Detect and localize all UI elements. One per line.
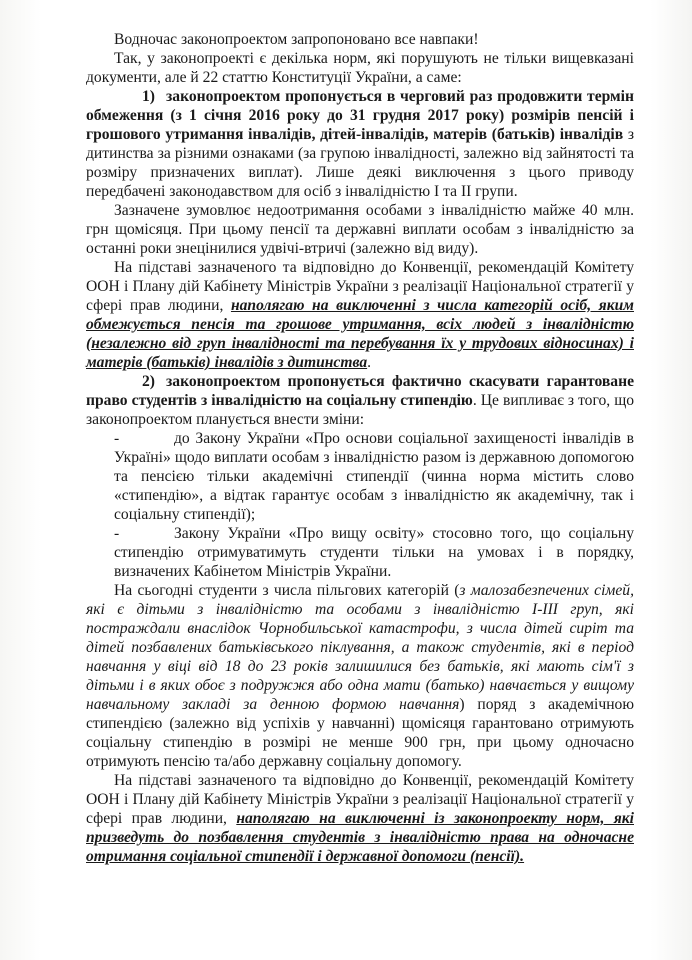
demand-2-emphasis: наполягаю на виключенні із законопроекту норм, які призведуть до позбавлення студентів з інвалідністю права на одночасне отримання соціальної стипендії і державної допомоги (пенсії). bbox=[86, 810, 634, 865]
point-1-bold-text: законопроектом пропонується в черговий раз продовжити термін обмеження (з 1 січня 2016 року до 31 грудня 2017 року) розмірів пенсій і грошового утримання інвалідів, дітей-інвалідів, матерів (батьків) інвалідів bbox=[86, 88, 634, 143]
point-1-text: з дитинства за різними ознаками (за групою інвалідності, залежно від зайнятості та розміру призначених виплат). Лише деякі виключення з цього приводу передбачені законодавством для осіб з інвалідністю І та ІІ групи. bbox=[86, 126, 634, 200]
paragraph-students bbox=[86, 581, 634, 771]
paragraph-demand-1 bbox=[86, 258, 634, 372]
point-2-text: . Це випливає з того, що законопроектом планується внести зміни: bbox=[86, 392, 634, 428]
point-2-number: 2) bbox=[142, 373, 155, 390]
students-end: ) поряд з академічною стипендією (залежно від успіхів у навчанні) щомісяця гарантовано отримують соціальну стипендію в розмірі не менше 900 грн, при цьому одночасно отримують пенсію та/або державну соціальну допомогу. bbox=[86, 696, 635, 770]
paragraph-norms: Так, у законопроекті є декілька норм, які порушують не тільки вищевказані документи, але й 22 статтю Конституції України, а саме: bbox=[86, 50, 634, 86]
students-intro: На сьогодні студенти з числа пільгових категорій ( bbox=[114, 582, 460, 599]
list-item bbox=[86, 429, 634, 524]
list-item-dash: - bbox=[114, 525, 120, 542]
paragraph-consequence: Зазначене зумовлює недоотримання особами з інвалідністю майже 40 млн. грн щомісяця. При цьому пенсії та державні виплати особам з інвалідністю за останні роки знецінилися удвічі-втричі (залежно від виду). bbox=[86, 202, 634, 257]
paragraph-point-2 bbox=[86, 372, 634, 429]
paragraph-intro: Водночас законопроектом запропоновано все навпаки! bbox=[114, 31, 479, 48]
demand-1-end: . bbox=[367, 354, 372, 371]
list-item-text: Закону України «Про вищу освіту» стосовно того, що соціальну стипендію отримуватимуть студенти тільки на умовах і в порядку, визначених Кабінетом Міністрів України. bbox=[114, 525, 634, 580]
point-1-number: 1) bbox=[142, 88, 155, 105]
students-categories: з малозабезпечених сімей, які є дітьми з інвалідністю та особами з інвалідністю І-ІІІ груп, які постраждали внаслідок Чорнобильської катастрофи, з числа дітей сиріт та дітей позбавлених батьківського піклування, а також студентів, які в період навчання у віці від 18 до 23 років залишилися без батьків, які мають сім'ї з дітьми і в яких обоє з подружжя або одна мати (батько) навчається у вищому навчальному закладі за денною формою навчання bbox=[86, 582, 635, 713]
list-item-dash: - bbox=[114, 430, 120, 447]
paragraph-point-1 bbox=[86, 87, 634, 201]
demand-1-intro: На підставі зазначеного та відповідно до Конвенції, рекомендацій Комітету ООН і Плану дій Кабінету Міністрів України з реалізації Національної стратегії у сфері прав людини, bbox=[86, 259, 634, 314]
paragraph-demand-2 bbox=[86, 771, 634, 866]
list-item bbox=[86, 524, 634, 581]
point-2-bold-text: законопроектом пропонується фактично скасувати гарантоване право студентів з інвалідністю на соціальну стипендію bbox=[86, 373, 634, 409]
demand-1-emphasis: наполягаю на виключенні з числа категорій осіб, яким обмежується пенсія та грошове утримання, всіх людей з інвалідністю (незалежно від груп інвалідності та перебування їх у трудових відносинах) і матерів (батьків) інвалідів з дитинства bbox=[86, 297, 634, 371]
demand-2-intro: На підставі зазначеного та відповідно до Конвенції, рекомендацій Комітету ООН і Плану дій Кабінету Міністрів України з реалізації Національної стратегії у сфері прав людини, bbox=[86, 772, 634, 827]
list-item-text: до Закону України «Про основи соціальної захищеності інвалідів в Україні» щодо виплати особам з інвалідністю разом із державною допомогою та пенсією тільки академічні стипендії (чинна норма містить слово «стипендію», а відтак гарантує особам з інвалідністю як академічну, так і соціальну стипендії); bbox=[114, 430, 634, 523]
